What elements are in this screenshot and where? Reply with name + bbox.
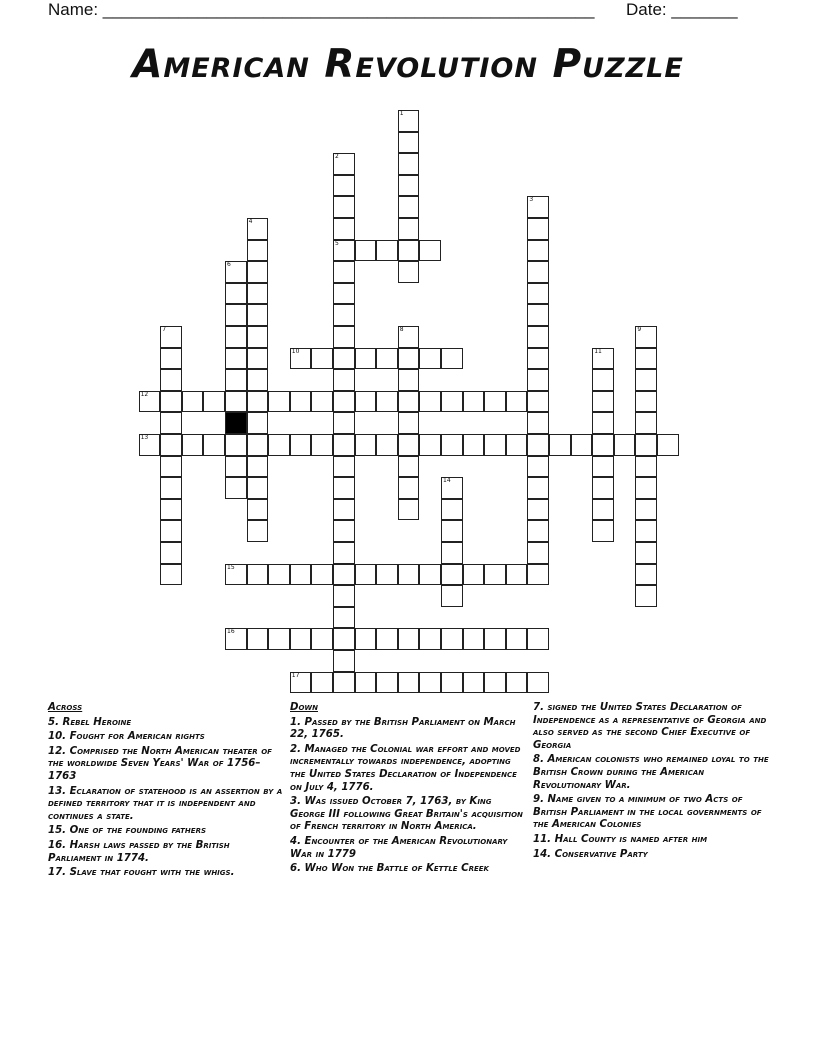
clue-down-4: 4. Encounter of the American Revolutionary War in 1779 — [290, 835, 508, 860]
across-clues — [48, 702, 284, 882]
grid-cell[interactable] — [290, 672, 312, 694]
clue-down-14: 14. Conservative Party — [533, 848, 648, 860]
grid-cell[interactable] — [527, 283, 549, 305]
grid-cell[interactable] — [484, 434, 506, 456]
grid-cell[interactable] — [333, 283, 355, 305]
grid-cell[interactable] — [527, 412, 549, 434]
grid-cell[interactable] — [527, 326, 549, 348]
grid-cell[interactable] — [398, 672, 420, 694]
grid-cell[interactable] — [247, 628, 269, 650]
grid-cell[interactable] — [376, 672, 398, 694]
clue-number: 12 — [140, 390, 149, 398]
grid-cell[interactable] — [614, 434, 636, 456]
puzzle-title: American Revolution Puzzle — [132, 42, 684, 87]
grid-cell[interactable] — [506, 434, 528, 456]
grid-cell[interactable] — [247, 326, 269, 348]
grid-cell[interactable] — [527, 369, 549, 391]
grid-cell[interactable] — [290, 434, 312, 456]
grid-cell[interactable] — [376, 628, 398, 650]
clue-down-11: 11. Hall County is named after him — [533, 833, 708, 845]
grid-cell[interactable] — [333, 304, 355, 326]
grid-cell[interactable] — [203, 391, 225, 413]
down-clues-continued — [533, 702, 769, 863]
grid-cell[interactable] — [441, 348, 463, 370]
grid-cell[interactable] — [139, 391, 161, 413]
grid-cell[interactable] — [635, 391, 657, 413]
grid-cell[interactable] — [506, 628, 528, 650]
grid-cell[interactable] — [290, 564, 312, 586]
grid-cell[interactable] — [160, 326, 182, 348]
clue-number: 11 — [594, 347, 602, 355]
grid-cell[interactable] — [160, 369, 182, 391]
grid-cell[interactable] — [398, 153, 420, 175]
grid-cell[interactable] — [635, 520, 657, 542]
grid-cell[interactable] — [333, 261, 355, 283]
grid-cell[interactable] — [333, 240, 355, 262]
grid-cell[interactable] — [225, 369, 247, 391]
grid-cell[interactable] — [333, 153, 355, 175]
grid-cell[interactable] — [441, 585, 463, 607]
clue-across-5: 5. Rebel Heroine — [48, 716, 132, 728]
grid-cell[interactable] — [160, 348, 182, 370]
grid-cell[interactable] — [592, 391, 614, 413]
down-clues — [290, 702, 526, 878]
grid-cell[interactable] — [635, 499, 657, 521]
clue-number: 15 — [227, 563, 235, 571]
clue-down-1: 1. Passed by the British Parliament on March 22, 1765. — [290, 716, 516, 741]
grid-cell[interactable] — [635, 326, 657, 348]
grid-cell[interactable] — [463, 391, 485, 413]
grid-cell[interactable] — [247, 434, 269, 456]
grid-cell[interactable] — [376, 434, 398, 456]
grid-cell[interactable] — [398, 391, 420, 413]
grid-cell[interactable] — [441, 499, 463, 521]
grid-cell[interactable] — [355, 628, 377, 650]
grid-cell[interactable] — [527, 542, 549, 564]
grid-cell[interactable] — [441, 542, 463, 564]
date-field-label: Date: _______ — [626, 0, 738, 19]
grid-cell[interactable] — [333, 175, 355, 197]
grid-cell[interactable] — [398, 348, 420, 370]
grid-cell[interactable] — [225, 434, 247, 456]
grid-cell[interactable] — [376, 348, 398, 370]
grid-cell[interactable] — [527, 391, 549, 413]
grid-cell[interactable] — [419, 672, 441, 694]
grid-cell[interactable] — [311, 348, 333, 370]
grid-cell[interactable] — [527, 261, 549, 283]
clue-number: 10 — [291, 347, 300, 355]
grid-cell[interactable] — [441, 434, 463, 456]
grid-cell[interactable] — [247, 283, 269, 305]
grid-cell[interactable] — [160, 542, 182, 564]
clue-across-13: 13. Eclaration of statehood is an assertion by a defined territory that it is independent and continues a state. — [48, 785, 283, 822]
grid-cell[interactable] — [139, 434, 161, 456]
grid-cell[interactable] — [635, 369, 657, 391]
across-heading: Across — [48, 702, 83, 713]
grid-cell[interactable] — [398, 132, 420, 154]
grid-cell[interactable] — [247, 261, 269, 283]
grid-cell[interactable] — [463, 564, 485, 586]
grid-cell[interactable] — [355, 564, 377, 586]
grid-cell[interactable] — [355, 348, 377, 370]
grid-cell[interactable] — [398, 261, 420, 283]
grid-cell[interactable] — [333, 628, 355, 650]
clue-down-2: 2. Managed the Colonial war effort and moved incrementally towards independence, adopting the United States Declaration of Independence on July 4, 1776. — [290, 743, 521, 793]
grid-cell[interactable] — [160, 456, 182, 478]
grid-cell[interactable] — [527, 477, 549, 499]
grid-cell[interactable] — [247, 477, 269, 499]
grid-cell[interactable] — [333, 369, 355, 391]
grid-cell[interactable] — [592, 456, 614, 478]
grid-cell[interactable] — [333, 456, 355, 478]
grid-cell[interactable] — [592, 412, 614, 434]
grid-cell[interactable] — [355, 240, 377, 262]
grid-cell[interactable] — [376, 240, 398, 262]
clue-down-6: 6. Who Won the Battle of Kettle Creek — [290, 863, 489, 875]
grid-cell[interactable] — [527, 304, 549, 326]
grid-cell[interactable] — [635, 564, 657, 586]
clue-across-15: 15. One of the founding fathers — [48, 825, 206, 837]
grid-cell[interactable] — [398, 434, 420, 456]
grid-cell[interactable] — [527, 218, 549, 240]
grid-cell[interactable] — [333, 499, 355, 521]
grid-cell[interactable] — [333, 196, 355, 218]
clue-number: 16 — [227, 628, 235, 636]
grid-cell[interactable] — [419, 348, 441, 370]
grid-cell[interactable] — [225, 628, 247, 650]
grid-cell[interactable] — [657, 434, 679, 456]
grid-cell[interactable] — [527, 564, 549, 586]
grid-cell[interactable] — [527, 499, 549, 521]
grid-cell[interactable] — [333, 326, 355, 348]
grid-cell[interactable] — [225, 391, 247, 413]
grid-cell[interactable] — [419, 628, 441, 650]
grid-cell[interactable] — [592, 499, 614, 521]
grid-cell[interactable] — [398, 175, 420, 197]
grid-cell[interactable] — [247, 456, 269, 478]
grid-cell[interactable] — [247, 412, 269, 434]
grid-cell[interactable] — [333, 650, 355, 672]
clue-number: 5 — [335, 239, 339, 247]
grid-cell[interactable] — [527, 672, 549, 694]
grid-cell[interactable] — [592, 369, 614, 391]
grid-cell[interactable] — [225, 477, 247, 499]
grid-cell[interactable] — [398, 326, 420, 348]
grid-cell[interactable] — [247, 240, 269, 262]
grid-cell[interactable] — [419, 564, 441, 586]
grid-cell[interactable] — [247, 499, 269, 521]
clue-number: 4 — [248, 218, 253, 225]
grid-cell[interactable] — [333, 585, 355, 607]
grid-cell[interactable] — [247, 218, 269, 240]
grid-cell[interactable] — [398, 218, 420, 240]
clue-number: 13 — [140, 434, 149, 441]
grid-cell[interactable] — [635, 456, 657, 478]
grid-cell[interactable] — [376, 564, 398, 586]
grid-cell[interactable] — [635, 348, 657, 370]
clue-number: 8 — [399, 326, 404, 333]
grid-cell[interactable] — [333, 218, 355, 240]
grid-cell[interactable] — [225, 456, 247, 478]
grid-cell[interactable] — [419, 240, 441, 262]
clue-down-7: 7. signed the United States Declaration of Independence as a representative of Georgia and also served as the second Chief Executive of Georgia — [533, 702, 767, 751]
grid-cell[interactable] — [160, 477, 182, 499]
grid-cell[interactable] — [441, 477, 463, 499]
grid-cell[interactable] — [225, 261, 247, 283]
grid-cell[interactable] — [463, 672, 485, 694]
down-heading: Down — [290, 702, 318, 713]
grid-cell[interactable] — [398, 412, 420, 434]
grid-cell[interactable] — [225, 348, 247, 370]
black-square — [225, 412, 247, 434]
grid-cell[interactable] — [225, 304, 247, 326]
grid-cell[interactable] — [333, 672, 355, 694]
grid-cell[interactable] — [268, 434, 290, 456]
grid-cell[interactable] — [571, 434, 593, 456]
clue-number: 1 — [399, 110, 404, 117]
grid-cell[interactable] — [463, 628, 485, 650]
clue-number: 17 — [291, 671, 300, 679]
grid-cell[interactable] — [463, 434, 485, 456]
grid-cell[interactable] — [398, 456, 420, 478]
grid-cell[interactable] — [160, 391, 182, 413]
grid-cell[interactable] — [441, 564, 463, 586]
grid-cell[interactable] — [268, 628, 290, 650]
grid-cell[interactable] — [635, 477, 657, 499]
grid-cell[interactable] — [441, 672, 463, 694]
grid-cell[interactable] — [311, 391, 333, 413]
grid-cell[interactable] — [398, 628, 420, 650]
grid-cell[interactable] — [225, 564, 247, 586]
grid-cell[interactable] — [441, 520, 463, 542]
grid-cell[interactable] — [160, 564, 182, 586]
grid-cell[interactable] — [290, 628, 312, 650]
grid-cell[interactable] — [247, 304, 269, 326]
grid-cell[interactable] — [527, 628, 549, 650]
grid-cell[interactable] — [333, 607, 355, 629]
grid-cell[interactable] — [311, 672, 333, 694]
grid-cell[interactable] — [225, 283, 247, 305]
grid-cell[interactable] — [549, 434, 571, 456]
grid-cell[interactable] — [527, 434, 549, 456]
grid-cell[interactable] — [398, 499, 420, 521]
clue-down-3: 3. Was issued October 7, 1763, by King George III following Great Britain's acquisition of French territory in North America. — [290, 796, 523, 833]
grid-cell[interactable] — [247, 391, 269, 413]
grid-cell[interactable] — [419, 391, 441, 413]
grid-cell[interactable] — [160, 412, 182, 434]
clue-across-10: 10. Fought for American rights — [48, 731, 205, 743]
clue-number: 9 — [637, 326, 642, 333]
grid-cell[interactable] — [398, 477, 420, 499]
grid-cell[interactable] — [247, 369, 269, 391]
grid-cell[interactable] — [203, 434, 225, 456]
grid-cell[interactable] — [398, 369, 420, 391]
grid-cell[interactable] — [333, 542, 355, 564]
grid-cell[interactable] — [441, 628, 463, 650]
grid-cell[interactable] — [635, 585, 657, 607]
grid-cell[interactable] — [311, 434, 333, 456]
clue-number: 3 — [529, 196, 534, 204]
grid-cell[interactable] — [160, 520, 182, 542]
clue-number: 2 — [335, 153, 339, 161]
grid-cell[interactable] — [527, 240, 549, 262]
grid-cell[interactable] — [355, 434, 377, 456]
clue-across-16: 16. Harsh laws passed by the British Parliament in 1774. — [48, 839, 230, 864]
grid-cell[interactable] — [398, 196, 420, 218]
grid-cell[interactable] — [247, 564, 269, 586]
grid-cell[interactable] — [355, 672, 377, 694]
grid-cell[interactable] — [333, 412, 355, 434]
grid-cell[interactable] — [160, 434, 182, 456]
clue-number: 14 — [443, 477, 451, 485]
clue-number: 7 — [162, 326, 167, 333]
grid-cell[interactable] — [527, 520, 549, 542]
grid-cell[interactable] — [311, 564, 333, 586]
grid-cell[interactable] — [419, 434, 441, 456]
clue-number: 6 — [227, 261, 231, 269]
clue-down-8: 8. American colonists who remained loyal to the British Crown during the American Revolutionary War. — [533, 754, 769, 791]
grid-cell[interactable] — [182, 434, 204, 456]
clue-across-17: 17. Slave that fought with the whigs. — [48, 867, 235, 879]
clue-across-12: 12. Comprised the North American theater of the worldwide Seven Years' War of 1756–1763 — [48, 745, 272, 782]
grid-cell[interactable] — [484, 628, 506, 650]
grid-cell[interactable] — [225, 326, 247, 348]
grid-cell[interactable] — [333, 520, 355, 542]
grid-cell[interactable] — [333, 477, 355, 499]
grid-cell[interactable] — [333, 391, 355, 413]
grid-cell[interactable] — [527, 196, 549, 218]
grid-cell[interactable] — [484, 564, 506, 586]
grid-cell[interactable] — [506, 672, 528, 694]
grid-cell[interactable] — [355, 391, 377, 413]
grid-cell[interactable] — [290, 391, 312, 413]
grid-cell[interactable] — [333, 564, 355, 586]
grid-cell[interactable] — [592, 348, 614, 370]
grid-cell[interactable] — [484, 672, 506, 694]
grid-cell[interactable] — [268, 391, 290, 413]
grid-cell[interactable] — [333, 434, 355, 456]
grid-cell[interactable] — [247, 348, 269, 370]
grid-cell[interactable] — [268, 564, 290, 586]
grid-cell[interactable] — [290, 348, 312, 370]
grid-cell[interactable] — [398, 110, 420, 132]
name-field-label: Name: ____________________________________________________ — [48, 0, 595, 19]
grid-cell[interactable] — [484, 391, 506, 413]
clue-down-9: 9. Name given to a minimum of two Acts of British Parliament in the local governments of the American Colonies — [533, 794, 762, 831]
grid-cell[interactable] — [398, 240, 420, 262]
grid-cell[interactable] — [527, 348, 549, 370]
grid-cell[interactable] — [398, 564, 420, 586]
grid-cell[interactable] — [635, 434, 657, 456]
grid-cell[interactable] — [592, 477, 614, 499]
grid-cell[interactable] — [527, 456, 549, 478]
grid-cell[interactable] — [160, 499, 182, 521]
grid-cell[interactable] — [247, 520, 269, 542]
grid-cell[interactable] — [376, 391, 398, 413]
grid-cell[interactable] — [592, 520, 614, 542]
grid-cell[interactable] — [182, 391, 204, 413]
grid-cell[interactable] — [311, 628, 333, 650]
grid-cell[interactable] — [441, 391, 463, 413]
grid-cell[interactable] — [635, 412, 657, 434]
grid-cell[interactable] — [506, 564, 528, 586]
grid-cell[interactable] — [506, 391, 528, 413]
grid-cell[interactable] — [592, 434, 614, 456]
grid-cell[interactable] — [333, 348, 355, 370]
grid-cell[interactable] — [635, 542, 657, 564]
